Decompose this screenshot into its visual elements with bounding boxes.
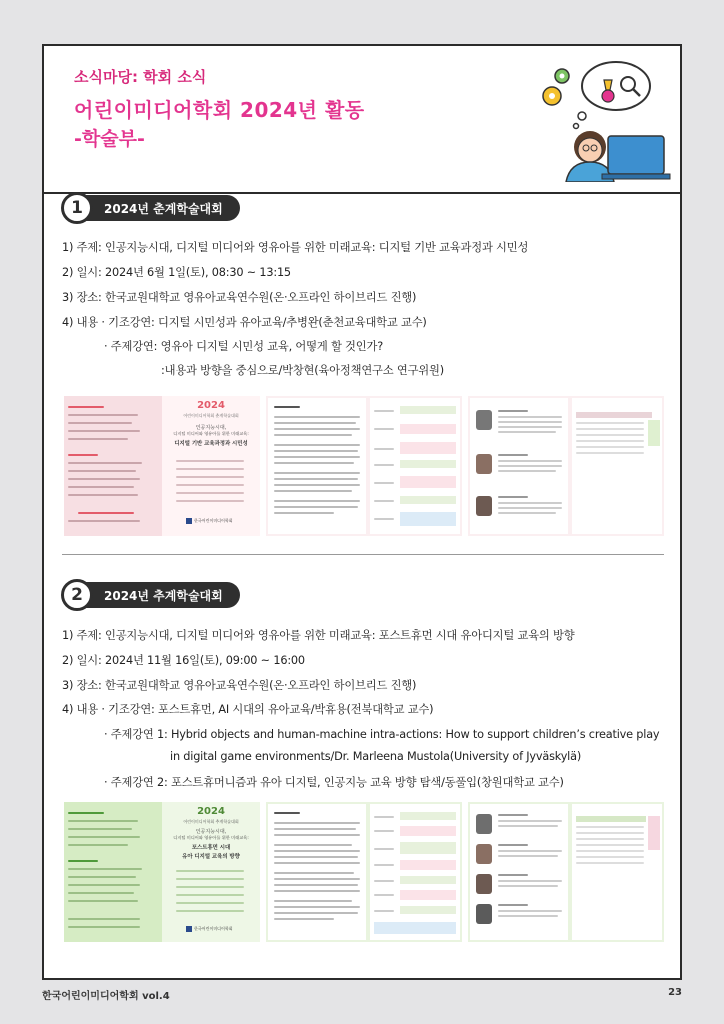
- autumn-poster-thumbnail: [64, 802, 260, 942]
- autumn-poster-year: 2024: [197, 806, 225, 817]
- section-1-talk: · 주제강연: 영유아 디지털 시민성 교육, 어떻게 할 것인가?: [104, 340, 383, 353]
- spring-poster-year: 2024: [197, 400, 225, 411]
- section-2-talk-1: · 주제강연 1: Hybrid objects and human-machine intra-actions: How to support children’s creative play: [104, 728, 660, 741]
- section-2-label: 2024년 추계학술대회: [104, 589, 223, 603]
- page-frame: [42, 44, 682, 980]
- section-1-date: 2) 일시: 2024년 6월 1일(토), 08:30 ~ 13:15: [62, 266, 291, 279]
- section-2-heading: [62, 582, 240, 608]
- section-2-topic: 1) 주제: 인공지능시대, 디지털 미디어와 영유아를 위한 미래교육: 포스트휴먼 시대 유아디지털 교육의 방향: [62, 629, 575, 642]
- autumn-poster-event: 어린이미디어학회 추계학술대회: [183, 819, 239, 824]
- section-2-keynote: 4) 내용 · 기조강연: 포스트휴먼, AI 시대의 유아교육/박휴용(전북대학교 교수): [62, 703, 434, 716]
- section-1-number: 1: [61, 192, 93, 224]
- spring-poster-big: 디지털 기반 교육과정과 시민성: [174, 441, 248, 447]
- section-2-date: 2) 일시: 2024년 11월 16일(토), 09:00 ~ 16:00: [62, 654, 305, 667]
- section-2-talk-2: · 주제강연 2: 포스트휴머니즘과 유아 디지털, 인공지능 교육 방향 탐색/동풀입(창원대학교 교수): [104, 776, 564, 789]
- spring-program-thumbnail: [266, 396, 462, 536]
- footer-publication: 한국어린이미디어학회 vol.4: [42, 991, 170, 1002]
- spring-poster-thumbnail: [64, 396, 260, 536]
- spring-poster-event: 어린이미디어학회 춘계학술대회: [183, 413, 239, 418]
- section-divider: [62, 554, 664, 555]
- section-2-number: 2: [61, 579, 93, 611]
- researcher-illustration-icon: [524, 52, 674, 182]
- footer-page-number: 23: [668, 987, 682, 998]
- autumn-poster-line2: 디지털 미디어와 영유아를 위한 미래교육:: [173, 835, 249, 840]
- section-1-talk-detail: :내용과 방향을 중심으로/박창현(육아정책연구소 연구위원): [161, 364, 444, 377]
- page-subtitle: -학술부-: [74, 128, 145, 150]
- spring-poster-line2: 디지털 미디어와 영유아를 위한 미래교육:: [173, 431, 249, 436]
- header-kicker: 소식마당: 학회 소식: [74, 68, 207, 86]
- spring-poster-org: 한국어린이미디어학회: [194, 518, 233, 523]
- spring-speakers-thumbnail: [468, 396, 664, 536]
- section-2-talk-1-cont: in digital game environments/Dr. Marleena Mustola(University of Jyväskylä): [170, 750, 582, 763]
- section-1-label: 2024년 춘계학술대회: [104, 202, 223, 216]
- section-1-keynote: 4) 내용 · 기조강연: 디지털 시민성과 유아교육/추병완(춘천교육대학교 교수): [62, 316, 427, 329]
- section-1-topic: 1) 주제: 인공지능시대, 디지털 미디어와 영유아를 위한 미래교육: 디지털 기반 교육과정과 시민성: [62, 241, 529, 254]
- autumn-poster-big1: 포스트휴먼 시대: [191, 845, 231, 851]
- autumn-speakers-thumbnail: [468, 802, 664, 942]
- section-2-venue: 3) 장소: 한국교원대학교 영유아교육연수원(온·오프라인 하이브리드 진행): [62, 679, 417, 692]
- section-1-heading: [62, 195, 240, 221]
- autumn-poster-org: 한국어린이미디어학회: [194, 926, 233, 931]
- autumn-poster-line1: 인공지능시대,: [195, 829, 227, 835]
- autumn-program-thumbnail: [266, 802, 462, 942]
- page-title: 어린이미디어학회 2024년 활동: [74, 98, 365, 122]
- section-1-venue: 3) 장소: 한국교원대학교 영유아교육연수원(온·오프라인 하이브리드 진행): [62, 291, 417, 304]
- page-header: [44, 46, 680, 194]
- autumn-poster-big2: 유아 디지털 교육의 방향: [182, 854, 240, 860]
- spring-poster-line1: 인공지능시대,: [195, 425, 227, 431]
